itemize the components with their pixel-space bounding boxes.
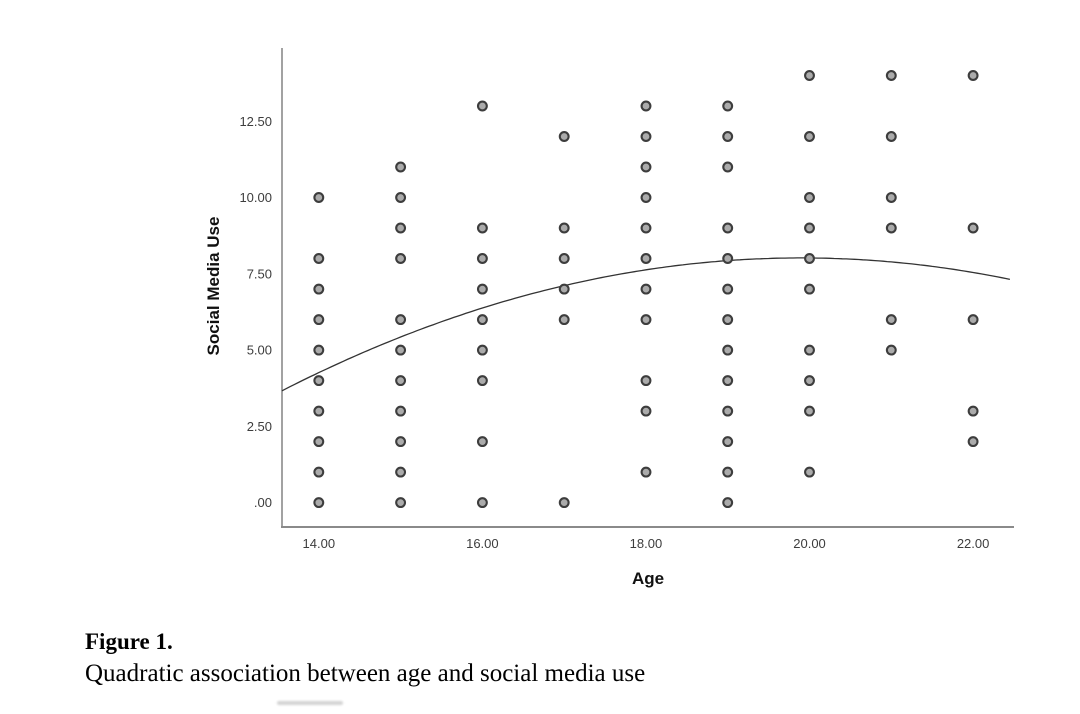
scatter-point — [478, 285, 487, 294]
scatter-point — [642, 163, 651, 172]
scatter-point — [396, 346, 405, 355]
scatter-point — [396, 468, 405, 477]
scatter-point — [723, 285, 732, 294]
scatter-point — [642, 315, 651, 324]
scatter-point — [560, 498, 569, 507]
x-axis-title: Age — [631, 569, 665, 588]
scatter-point — [560, 254, 569, 263]
scatter-point — [478, 102, 487, 111]
scatter-point — [805, 193, 814, 202]
scatter-point — [314, 437, 323, 446]
figure-title: Quadratic association between age and social media use — [85, 660, 646, 687]
scatter-point — [560, 285, 569, 294]
scatter-point — [723, 407, 732, 416]
y-tick-label: 5.00 — [246, 342, 272, 358]
scatter-point — [723, 132, 732, 141]
scatter-point — [642, 224, 651, 233]
scatter-point — [969, 437, 978, 446]
scatter-point — [314, 468, 323, 477]
scatter-point — [396, 498, 405, 507]
scatter-point — [723, 315, 732, 324]
scatter-point — [887, 224, 896, 233]
scatter-point — [314, 346, 323, 355]
scatter-point — [805, 376, 814, 385]
scatter-point — [723, 102, 732, 111]
scatter-point — [642, 132, 651, 141]
scatter-point — [723, 163, 732, 172]
y-tick-label: 12.50 — [239, 113, 272, 129]
scatter-point — [396, 163, 405, 172]
scatter-point — [969, 224, 978, 233]
scatter-point — [805, 224, 814, 233]
scatter-point — [478, 346, 487, 355]
scatter-point — [560, 224, 569, 233]
scatter-point — [642, 376, 651, 385]
scatter-point — [396, 254, 405, 263]
scatter-point — [642, 193, 651, 202]
scatter-point — [723, 468, 732, 477]
y-axis-title: Social Media Use — [204, 216, 223, 356]
y-tick-label: .00 — [253, 495, 272, 511]
scatter-point — [478, 315, 487, 324]
scatter-point — [642, 468, 651, 477]
scatter-point — [478, 498, 487, 507]
scatter-point — [723, 376, 732, 385]
scatter-point — [805, 71, 814, 80]
scatter-point — [969, 407, 978, 416]
scatter-point — [478, 254, 487, 263]
cutoff-text-smudge — [277, 701, 343, 705]
scatter-point — [478, 224, 487, 233]
scatter-point — [887, 132, 896, 141]
scatter-point — [805, 468, 814, 477]
scatter-point — [887, 193, 896, 202]
scatter-point — [723, 498, 732, 507]
scatter-point — [969, 315, 978, 324]
scatter-point — [314, 407, 323, 416]
scatter-point — [805, 346, 814, 355]
figure-number: Figure 1. — [85, 629, 173, 654]
scatter-point — [887, 346, 896, 355]
scatter-point — [314, 498, 323, 507]
x-tick-label: 16.00 — [466, 536, 499, 551]
scatter-point — [723, 254, 732, 263]
scatter-point — [314, 285, 323, 294]
scatter-point — [642, 285, 651, 294]
figure-caption — [85, 630, 645, 686]
x-tick-label: 20.00 — [793, 536, 826, 551]
scatter-point — [642, 407, 651, 416]
scatter-point — [396, 437, 405, 446]
scatter-point — [396, 315, 405, 324]
scatter-point — [396, 407, 405, 416]
scatter-point — [887, 71, 896, 80]
x-tick-label: 22.00 — [956, 536, 990, 551]
scatter-point — [314, 315, 323, 324]
scatter-point — [642, 102, 651, 111]
scatter-point — [314, 376, 323, 385]
scatter-point — [396, 376, 405, 385]
scatter-point — [723, 437, 732, 446]
scatter-point — [805, 254, 814, 263]
y-tick-label: 2.50 — [246, 418, 272, 434]
scatter-point — [805, 407, 814, 416]
scatter-point — [560, 132, 569, 141]
scatter-point — [478, 376, 487, 385]
scatter-point — [642, 254, 651, 263]
x-tick-label: 14.00 — [302, 536, 336, 551]
scatter-point — [805, 285, 814, 294]
scatter-point — [805, 132, 814, 141]
y-tick-label: 7.50 — [246, 266, 272, 282]
scatter-point — [396, 193, 405, 202]
y-tick-label: 10.00 — [239, 190, 272, 206]
scatter-point — [396, 224, 405, 233]
scatter-point — [723, 224, 732, 233]
scatter-point — [314, 254, 323, 263]
x-tick-label: 18.00 — [629, 536, 663, 551]
scatter-point — [969, 71, 978, 80]
scatter-point — [723, 346, 732, 355]
scatter-point — [887, 315, 896, 324]
scatter-point — [560, 315, 569, 324]
scatter-point — [478, 437, 487, 446]
scatter-point — [314, 193, 323, 202]
